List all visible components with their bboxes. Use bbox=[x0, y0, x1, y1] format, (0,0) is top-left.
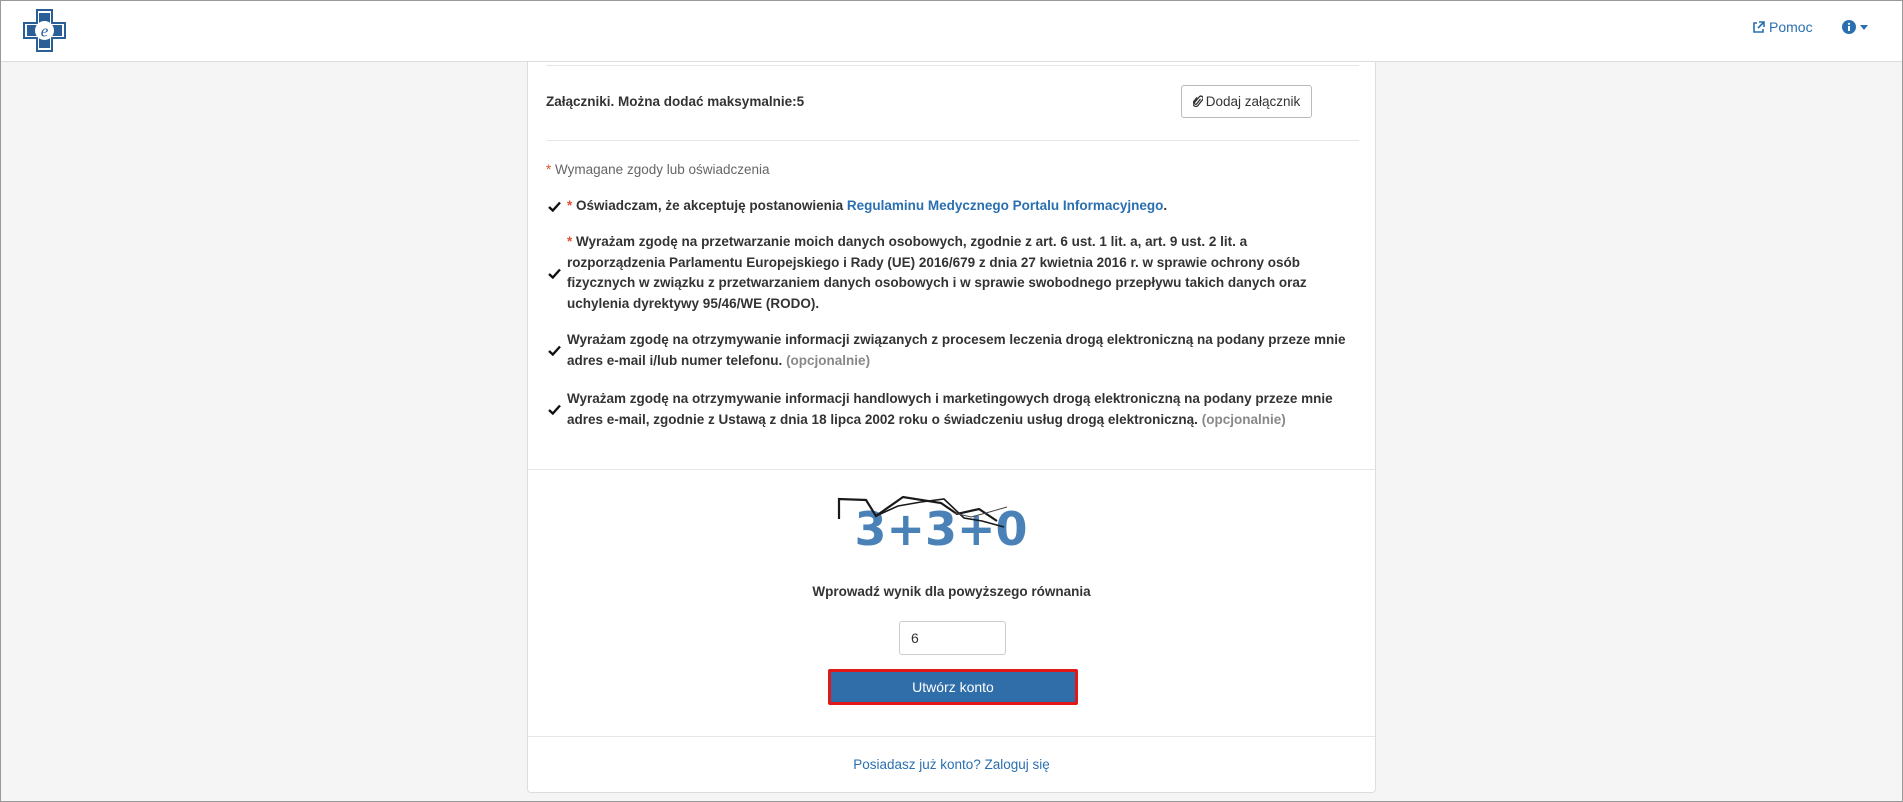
consent-rodo bbox=[546, 232, 1337, 314]
divider bbox=[546, 65, 1359, 66]
help-label: Pomoc bbox=[1769, 19, 1813, 35]
logo-letter: e bbox=[40, 21, 49, 41]
consent-treatment-info-checkbox[interactable] bbox=[546, 343, 562, 359]
consent-rodo-text: Wyrażam zgodę na przetwarzanie moich danych osobowych, zgodnie z art. 6 ust. 1 lit. a, art. 9 ust. 2 lit. a rozporządzenia Parlamentu Europejskiego i Rady (UE) 2016/679 z dnia 27 kwietnia 2016 r. w sprawie ochrony osób fizycznych w związku z przetwarzaniem danych osobowych i w sprawie swobodnego przepływu takich danych oraz uchylenia dyrektywy 95/46/WE (RODO). bbox=[567, 234, 1307, 311]
app-logo[interactable] bbox=[23, 9, 66, 52]
optional-label: (opcjonalnie) bbox=[786, 352, 871, 368]
add-attachment-label: Dodaj załącznik bbox=[1205, 94, 1301, 109]
add-attachment-button[interactable] bbox=[1181, 85, 1312, 118]
info-dropdown[interactable] bbox=[1842, 17, 1868, 37]
create-account-button[interactable]: Utwórz konto bbox=[828, 669, 1078, 705]
paperclip-icon bbox=[1193, 95, 1203, 108]
consent-marketing-text: Wyrażam zgodę na otrzymywanie informacji handlowych i marketingowych drogą elektroniczną na podany przeze mnie adres e-mail, zgodnie z Ustawą z dnia 18 lipca 2002 roku o świadczeniu usług drogą elektroniczną. bbox=[567, 391, 1333, 427]
required-marker: * bbox=[567, 234, 573, 249]
consent-terms-suffix: . bbox=[1163, 198, 1168, 213]
caret-down-icon bbox=[1860, 25, 1868, 30]
info-circle-icon bbox=[1842, 20, 1856, 34]
required-marker: * bbox=[567, 198, 573, 213]
captcha-image bbox=[836, 489, 1046, 559]
required-consents-heading-text: Wymagane zgody lub oświadczenia bbox=[555, 162, 770, 177]
required-marker: * bbox=[546, 162, 552, 177]
optional-label: (opcjonalnie) bbox=[1201, 411, 1286, 427]
terms-link[interactable]: Regulaminu Medycznego Portalu Informacyjnego bbox=[846, 198, 1164, 213]
checkmark-icon bbox=[548, 201, 561, 212]
consent-treatment-info bbox=[546, 330, 1357, 371]
help-link[interactable] bbox=[1752, 17, 1813, 37]
divider bbox=[528, 469, 1375, 470]
captcha-answer-input[interactable] bbox=[899, 621, 1006, 655]
captcha-equation: 3+3+0 bbox=[854, 502, 1028, 556]
consent-marketing-checkbox[interactable] bbox=[546, 402, 562, 418]
checkmark-icon bbox=[548, 345, 561, 356]
checkmark-icon bbox=[548, 404, 561, 415]
consent-treatment-info-text: Wyrażam zgodę na otrzymywanie informacji związanych z procesem leczenia drogą elektroniczną na podany przeze mnie adres e-mail i/lub numer telefonu. bbox=[567, 332, 1346, 368]
consent-terms-checkbox[interactable] bbox=[546, 198, 562, 214]
top-navbar bbox=[0, 0, 1903, 62]
checkmark-icon bbox=[548, 268, 561, 279]
divider bbox=[528, 736, 1375, 737]
required-consents-heading bbox=[546, 162, 770, 177]
login-link[interactable]: Posiadasz już konto? Zaloguj się bbox=[853, 757, 1050, 772]
external-link-icon bbox=[1752, 21, 1765, 34]
registration-panel bbox=[527, 62, 1376, 793]
consent-terms bbox=[546, 196, 1367, 217]
consent-terms-text: Oświadczam, że akceptuję postanowienia bbox=[576, 198, 847, 213]
consent-rodo-checkbox[interactable] bbox=[546, 265, 562, 281]
attachments-label: Załączniki. Można dodać maksymalnie:5 bbox=[546, 94, 805, 109]
captcha-label: Wprowadź wynik dla powyższego równania bbox=[812, 584, 1091, 599]
consent-marketing bbox=[546, 389, 1357, 430]
divider bbox=[546, 140, 1359, 141]
